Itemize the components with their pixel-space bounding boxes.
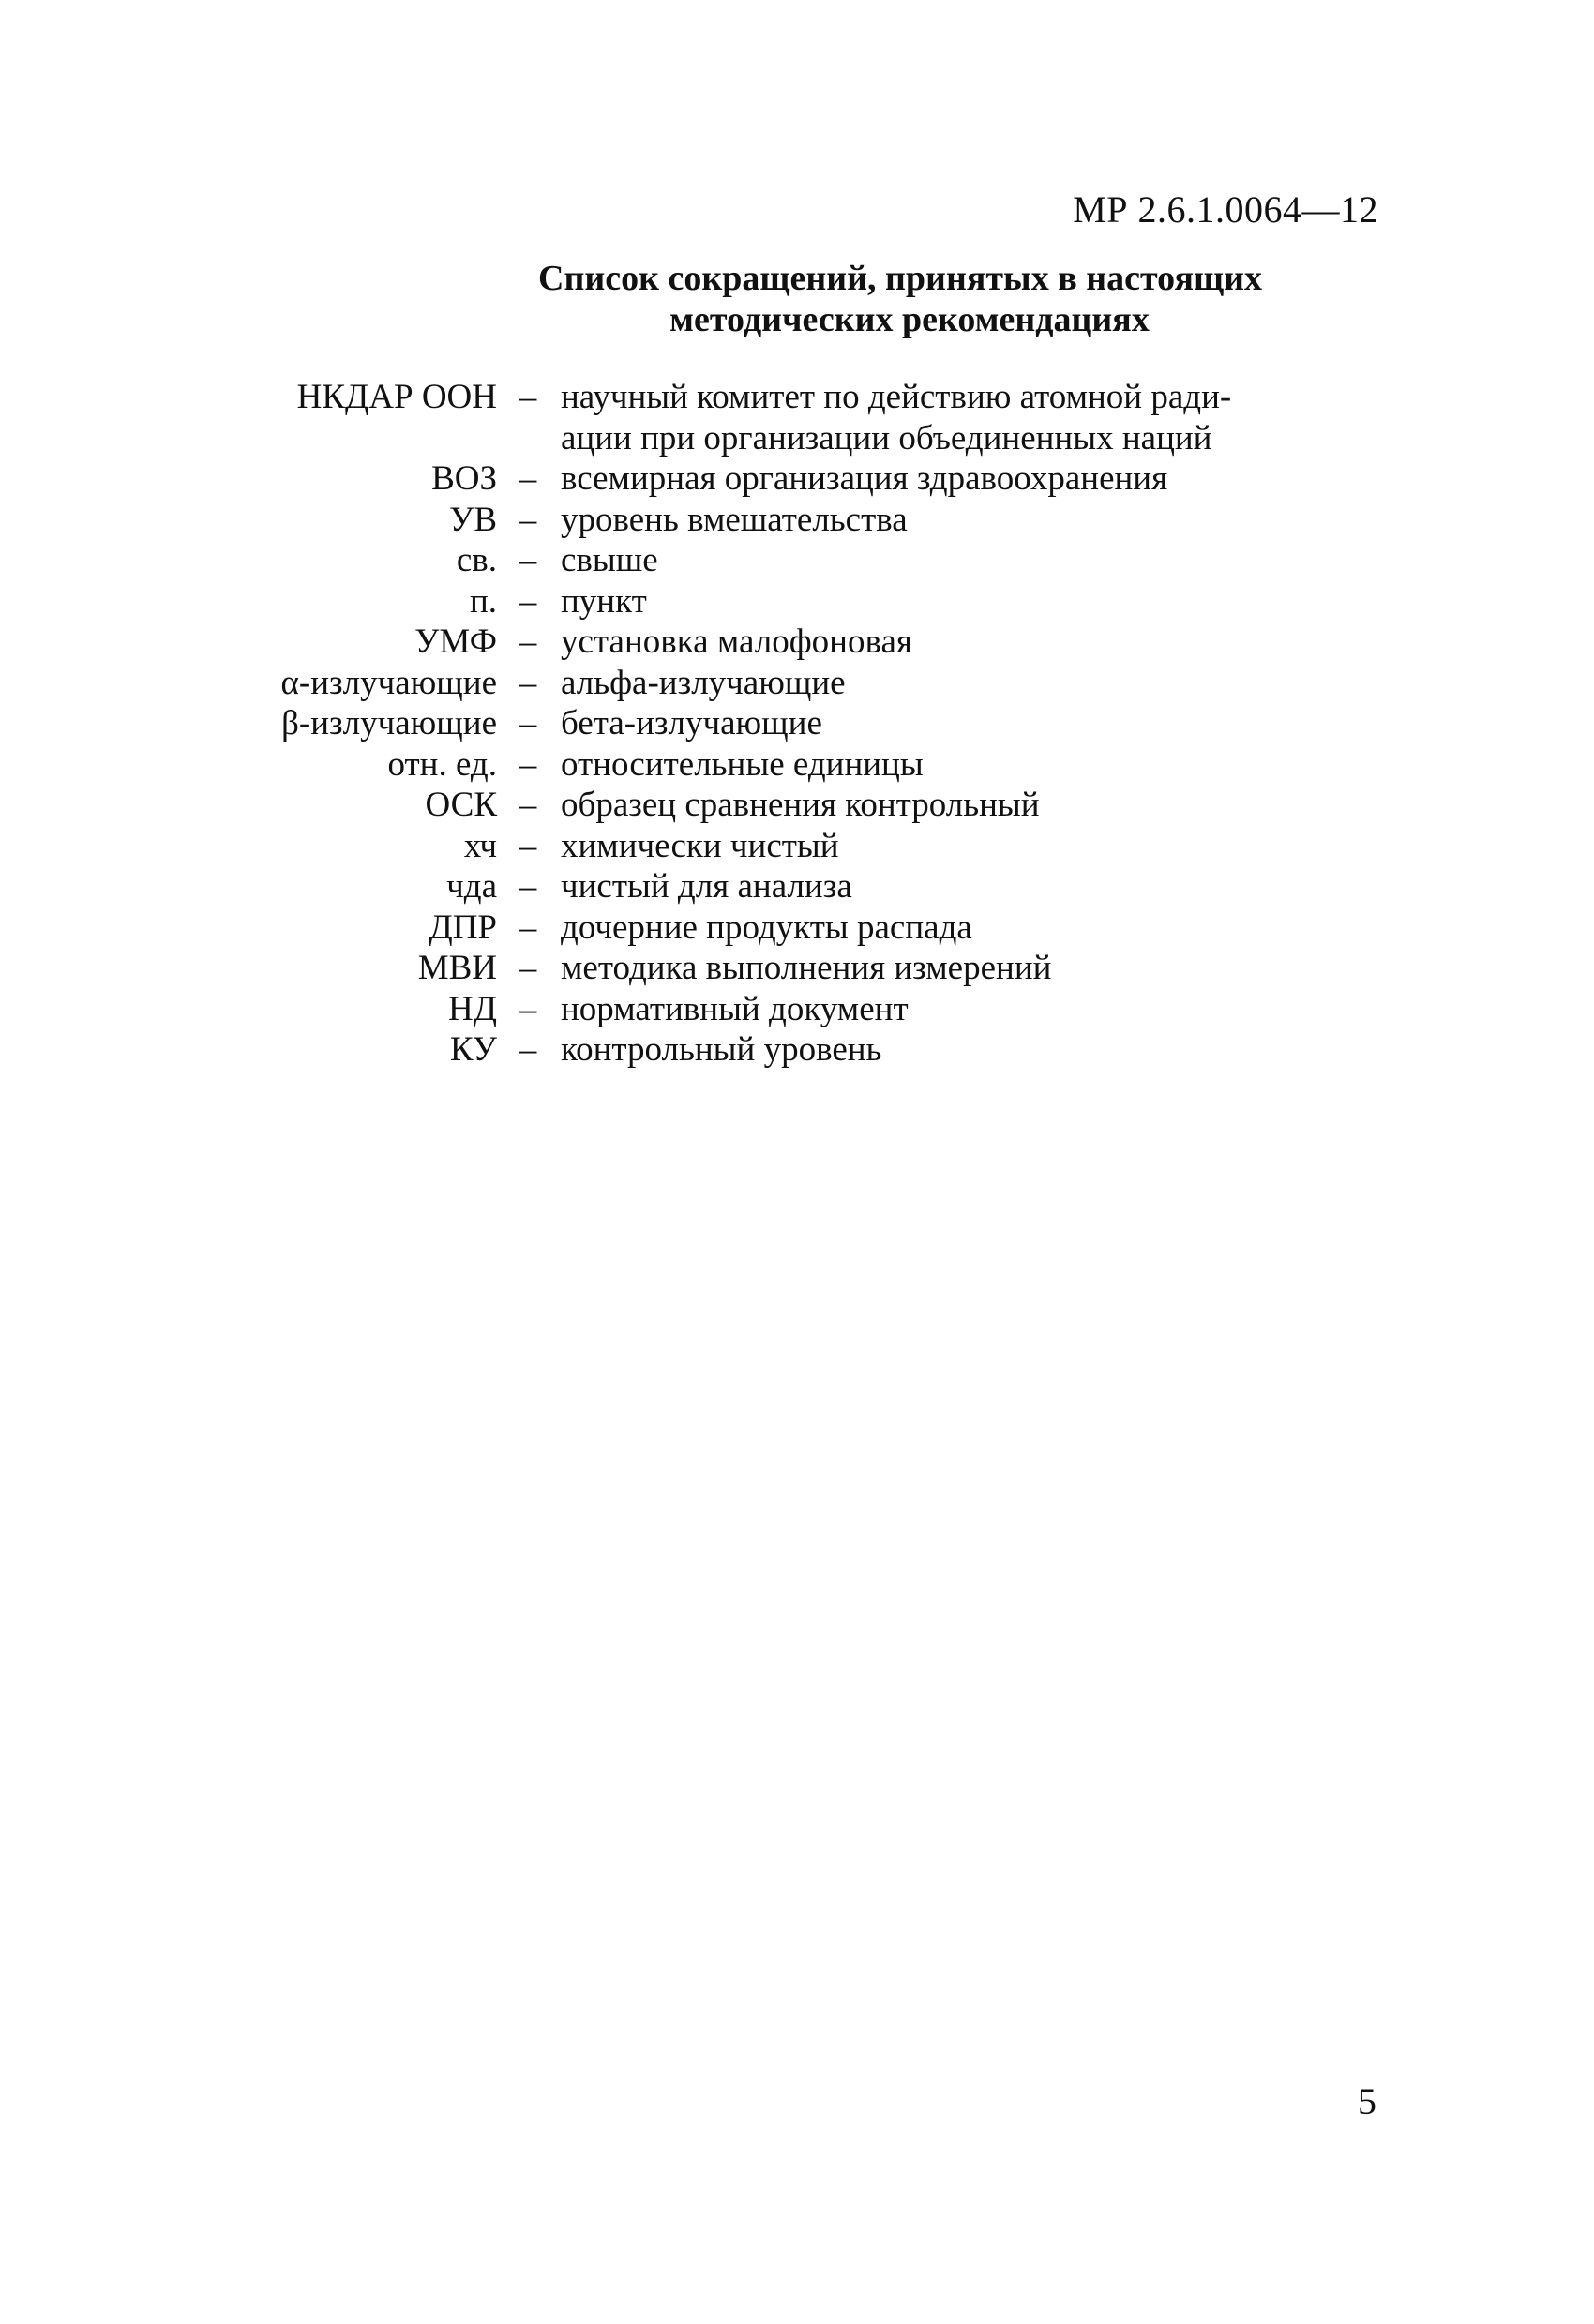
abbreviation-dash: – <box>519 949 537 987</box>
abbreviation-definition: альфа-излучающие <box>561 663 846 702</box>
page-number: 5 <box>1358 2080 1376 2122</box>
abbreviation-definition: свыше <box>561 541 658 579</box>
abbreviation-definition: контрольный уровень <box>561 1030 882 1069</box>
abbreviation-dash: – <box>519 1030 537 1069</box>
abbreviation-term: МВИ <box>417 949 497 987</box>
abbreviation-row <box>0 377 1594 458</box>
abbreviation-row <box>0 744 1594 786</box>
abbreviation-row <box>0 622 1594 663</box>
abbreviation-dash: – <box>519 378 537 416</box>
abbreviation-definition: всемирная организация здравоохранения <box>561 459 1168 498</box>
abbreviation-row <box>0 703 1594 744</box>
abbreviation-row <box>0 1029 1594 1071</box>
abbreviation-list <box>0 377 1594 1071</box>
abbreviation-term: УВ <box>449 500 497 539</box>
abbreviation-row <box>0 907 1594 949</box>
abbreviation-term: хч <box>463 826 497 865</box>
abbreviation-definition: методика выполнения измерений <box>561 949 1052 987</box>
abbreviation-dash: – <box>519 622 537 661</box>
abbreviation-row <box>0 458 1594 500</box>
abbreviation-definition: химически чистый <box>561 826 839 865</box>
abbreviation-definition: бета-излучающие <box>561 704 822 742</box>
abbreviation-row <box>0 989 1594 1030</box>
abbreviation-dash: – <box>519 704 537 742</box>
abbreviation-definition-line: ации при организации объединенных наций <box>561 418 1212 457</box>
abbreviation-definition: установка малофоновая <box>561 622 912 661</box>
abbreviation-term: НД <box>448 989 497 1028</box>
abbreviation-definition: уровень вмешательства <box>561 500 908 539</box>
abbreviation-term: УМФ <box>414 622 497 661</box>
page-title <box>0 258 1594 340</box>
abbreviation-row <box>0 826 1594 867</box>
abbreviation-definition: нормативный документ <box>561 989 909 1028</box>
abbreviation-dash: – <box>519 541 537 579</box>
title-line-1: Список сокращений, принятых в настоящих <box>538 259 1262 298</box>
abbreviation-dash: – <box>519 907 537 947</box>
abbreviation-dash: – <box>519 459 537 498</box>
abbreviation-term: β-излучающие <box>281 704 497 742</box>
abbreviation-definition-line: научный комитет по действию атомной ради- <box>561 378 1232 416</box>
abbreviation-row <box>0 500 1594 541</box>
abbreviation-definition: пункт <box>561 581 647 621</box>
abbreviation-row <box>0 581 1594 622</box>
abbreviation-row <box>0 948 1594 989</box>
abbreviation-definition: дочерние продукты распада <box>561 907 972 947</box>
abbreviation-term: п. <box>469 581 497 621</box>
abbreviation-dash: – <box>519 663 537 702</box>
document-code: МР 2.6.1.0064—12 <box>1073 188 1378 231</box>
abbreviation-definition: относительные единицы <box>561 744 924 784</box>
abbreviation-dash: – <box>519 581 537 621</box>
abbreviation-dash: – <box>519 867 537 906</box>
abbreviation-row <box>0 540 1594 581</box>
abbreviation-term: св. <box>456 541 497 579</box>
abbreviation-definition: чистый для анализа <box>561 867 852 906</box>
abbreviation-definition <box>561 377 1386 458</box>
abbreviation-term: отн. ед. <box>387 744 497 784</box>
abbreviation-dash: – <box>519 826 537 865</box>
abbreviation-term: α-излучающие <box>280 663 497 702</box>
abbreviation-term: НКДАР ООН <box>296 378 497 416</box>
title-line-2: методических рекомендациях <box>669 300 1150 339</box>
abbreviation-dash: – <box>519 989 537 1028</box>
abbreviation-row <box>0 663 1594 704</box>
abbreviation-term: КУ <box>449 1030 497 1069</box>
abbreviation-term: ОСК <box>425 786 497 824</box>
abbreviation-dash: – <box>519 500 537 539</box>
abbreviation-term: ВОЗ <box>431 459 497 498</box>
abbreviation-row <box>0 866 1594 907</box>
abbreviation-term: чда <box>446 867 497 906</box>
abbreviation-dash: – <box>519 786 537 824</box>
abbreviation-row <box>0 785 1594 826</box>
abbreviation-definition: образец сравнения контрольный <box>561 786 1040 824</box>
abbreviation-term: ДПР <box>429 907 497 947</box>
abbreviation-dash: – <box>519 744 537 784</box>
